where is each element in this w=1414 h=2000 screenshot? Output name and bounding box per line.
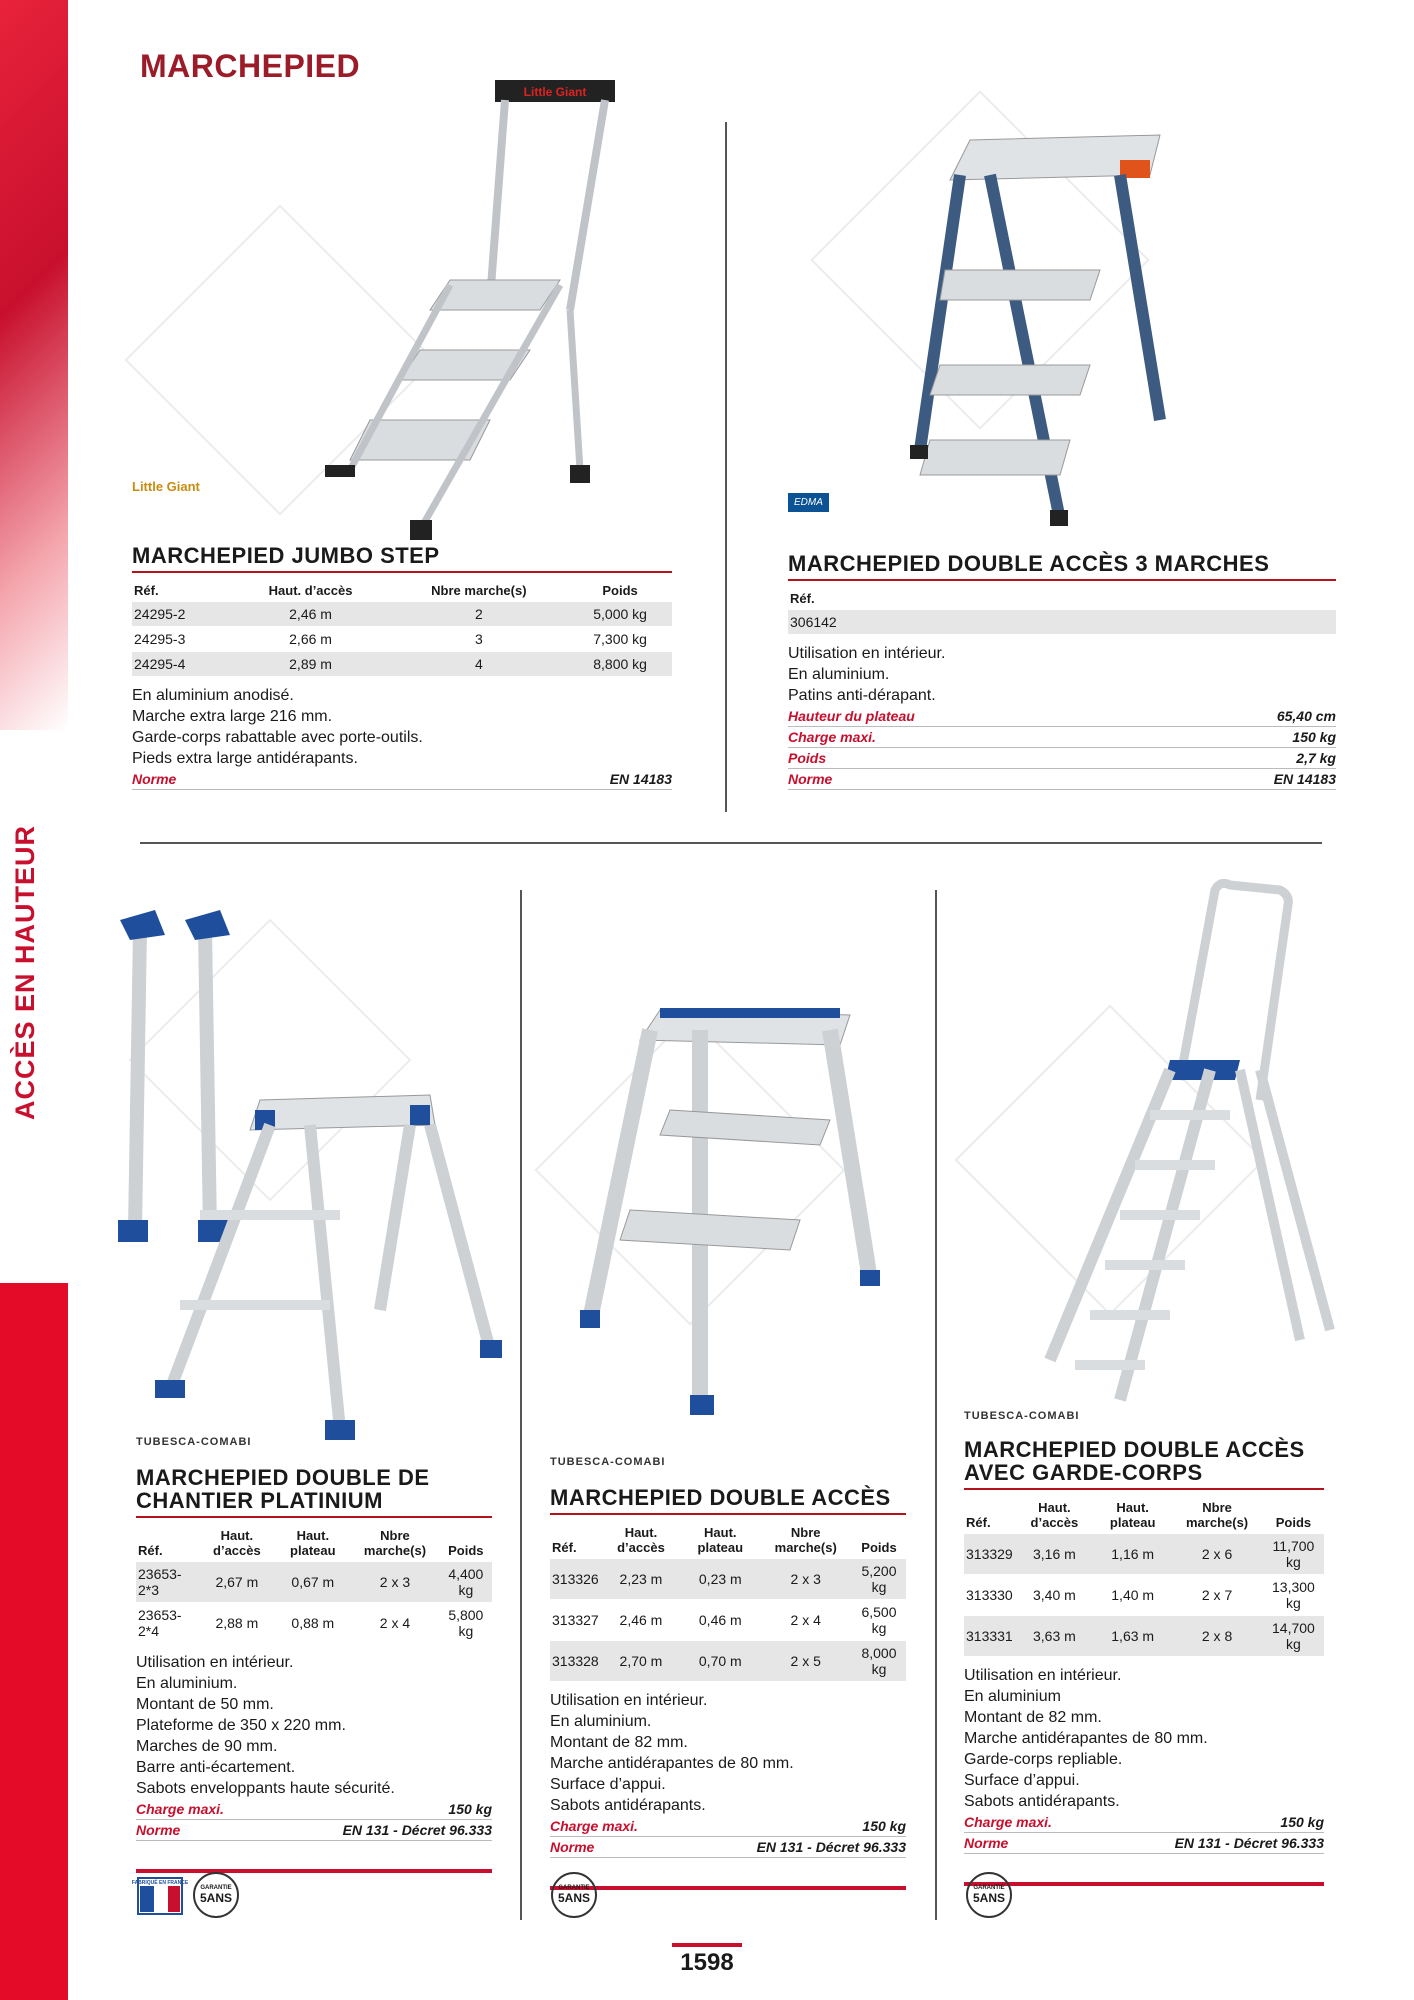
- spec-table: [132, 579, 672, 677]
- table-row: 24295-2 2,46 m 2 5,000 kg: [132, 602, 672, 627]
- product-platinium: [136, 1436, 492, 1873]
- column-divider: [520, 890, 522, 1920]
- table-row: 313326 2,23 m 0,23 m 2 x 3 5,200 kg: [550, 1559, 906, 1600]
- section-underline: [550, 1886, 906, 1890]
- product-edma-double-acces: [788, 488, 1336, 790]
- column-divider: [725, 122, 727, 812]
- spec-row: Charge maxi. 150 kg: [136, 1799, 492, 1820]
- spec-table: [788, 587, 1336, 635]
- guarantee-badge: GARANTIE 5ANS: [551, 1872, 597, 1918]
- brand-logo: TUBESCA-COMABI: [964, 1410, 1080, 1422]
- table-header: Réf. Haut. d’accès Haut. plateau Nbre marche(s) Poids: [552, 1525, 897, 1556]
- table-row: 24295-3 2,66 m 3 7,300 kg: [132, 627, 672, 652]
- spec-table: [964, 1496, 1324, 1657]
- table-header: Réf. Haut. d’accès Nbre marche(s) Poids: [134, 583, 638, 599]
- product-description: Utilisation en intérieur. En aluminium. Montant de 82 mm. Marche antidérapantes de 80 mm. Surface d’appui. Sabots antidérapants.: [550, 1692, 794, 1815]
- section-underline: [136, 1869, 492, 1873]
- table-row: 23653-2*3 2,67 m 0,67 m 2 x 3 4,400 kg: [136, 1562, 492, 1603]
- table-row: 306142: [788, 610, 1336, 635]
- brand-logo: TUBESCA-COMABI: [136, 1436, 252, 1448]
- brand-logo: Little Giant: [132, 479, 200, 494]
- product-double-acces: [550, 1456, 906, 1890]
- jumbo-step-ladder-image: [310, 70, 630, 560]
- section-divider: [140, 842, 1322, 844]
- section-underline: [964, 1882, 1324, 1886]
- spec-row: Norme EN 131 - Décret 96.333: [136, 1820, 492, 1841]
- svg-text:FABRIQUÉ EN FRANCE: FABRIQUÉ EN FRANCE: [131, 1880, 189, 1886]
- product-garde-corps: [964, 1410, 1324, 1886]
- product-description: Utilisation en intérieur. En aluminium Montant de 82 mm. Marche antidérapantes de 80 mm. Garde-corps repliable. Surface d’appui. Sabots antidérapants.: [964, 1667, 1208, 1811]
- product-description: Utilisation en intérieur. En aluminium. Montant de 50 mm. Plateforme de 350 x 220 mm. Marches de 90 mm. Barre anti-écartement. Sabots enveloppants haute sécurité.: [136, 1654, 395, 1798]
- spec-row: Hauteur du plateau 65,40 cm: [788, 706, 1336, 727]
- table-row: 24295-4 2,89 m 4 8,800 kg: [132, 652, 672, 677]
- table-row: 23653-2*4 2,88 m 0,88 m 2 x 4 5,800 kg: [136, 1603, 492, 1644]
- edma-step-ladder-image: [900, 120, 1190, 540]
- product-title: MARCHEPIED DOUBLE ACCÈS: [550, 1486, 906, 1515]
- product-title: MARCHEPIED DOUBLE ACCÈS AVEC GARDE-CORPS: [964, 1438, 1324, 1490]
- table-header: Réf. Haut. d’accès Haut. plateau Nbre marche(s) Poids: [138, 1528, 484, 1559]
- double-acces-step-ladder-image: [570, 990, 890, 1430]
- guarantee-badge: GARANTIE 5ANS: [193, 1872, 239, 1918]
- side-decoration-bottom: [0, 1283, 68, 2000]
- garde-corps-step-ladder-image: [1030, 880, 1350, 1420]
- spec-row: Norme EN 14183: [788, 769, 1336, 790]
- spec-row: Charge maxi. 150 kg: [964, 1812, 1324, 1833]
- table-header: Réf. Haut. d’accès Haut. plateau Nbre marche(s) Poids: [966, 1500, 1312, 1531]
- table-row: 313329 3,16 m 1,16 m 2 x 6 11,700 kg: [964, 1534, 1324, 1575]
- section-side-label: ACCÈS EN HAUTEUR: [10, 824, 40, 1120]
- table-header: Réf.: [790, 591, 815, 607]
- spec-row: Charge maxi. 150 kg: [788, 727, 1336, 748]
- table-row: 313327 2,46 m 0,46 m 2 x 4 6,500 kg: [550, 1600, 906, 1641]
- brand-logo: EDMA: [788, 492, 829, 512]
- side-decoration-top: [0, 0, 68, 730]
- spec-row: Charge maxi. 150 kg: [550, 1816, 906, 1837]
- made-in-france-icon: [131, 1872, 189, 1920]
- spec-table: [550, 1521, 906, 1682]
- spec-row: Norme EN 131 - Décret 96.333: [964, 1833, 1324, 1854]
- product-description: En aluminium anodisé. Marche extra large 216 mm. Garde-corps rabattable avec porte-outils. Pieds extra large antidérapants.: [132, 687, 423, 768]
- table-row: 313330 3,40 m 1,40 m 2 x 7 13,300 kg: [964, 1575, 1324, 1616]
- product-title: MARCHEPIED DOUBLE DE CHANTIER PLATINIUM: [136, 1466, 492, 1518]
- spec-norme: Norme EN 14183: [132, 769, 672, 790]
- table-row: 313331 3,63 m 1,63 m 2 x 8 14,700 kg: [964, 1616, 1324, 1657]
- spec-row: Norme EN 131 - Décret 96.333: [550, 1837, 906, 1858]
- svg-text:Little Giant: Little Giant: [523, 85, 587, 99]
- platinium-step-ladder-image: [110, 910, 510, 1470]
- product-title: MARCHEPIED JUMBO STEP: [132, 544, 672, 573]
- table-row: 313328 2,70 m 0,70 m 2 x 5 8,000 kg: [550, 1641, 906, 1682]
- page-number: 1598: [672, 1943, 742, 1977]
- brand-logo: TUBESCA-COMABI: [550, 1456, 666, 1468]
- spec-table: [136, 1524, 492, 1644]
- product-description: Utilisation en intérieur. En aluminium. Patins anti-dérapant.: [788, 645, 946, 705]
- column-divider: [935, 890, 937, 1920]
- product-jumbo-step: [132, 479, 672, 790]
- product-title: MARCHEPIED DOUBLE ACCÈS 3 MARCHES: [788, 552, 1336, 581]
- spec-row: Poids 2,7 kg: [788, 748, 1336, 769]
- guarantee-badge: GARANTIE 5ANS: [966, 1872, 1012, 1918]
- page-title: MARCHEPIED: [140, 48, 361, 84]
